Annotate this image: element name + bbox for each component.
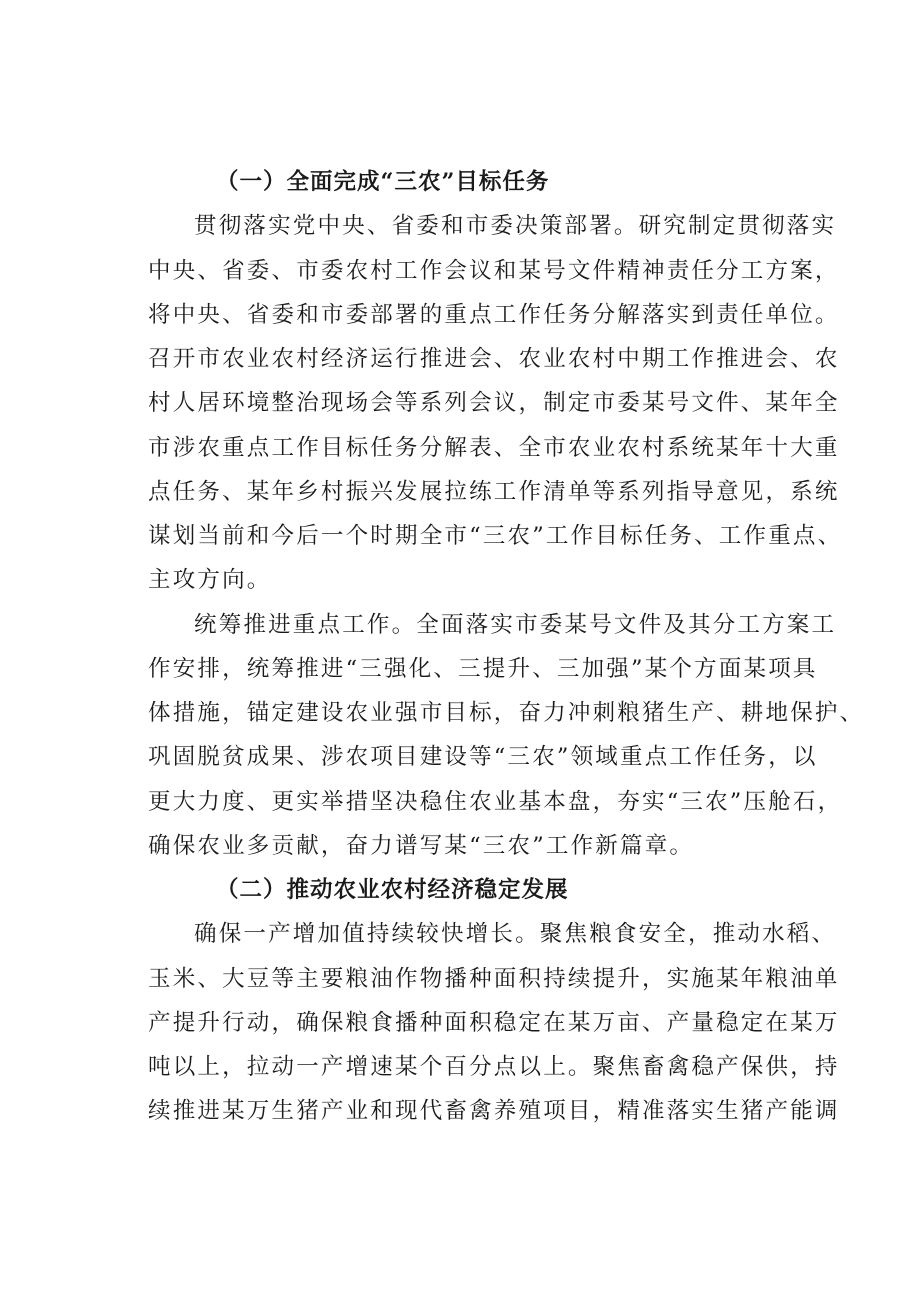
paragraph-line: 确保一产增加值持续较快增长。聚焦粮食安全，推动水稻、 bbox=[194, 921, 837, 947]
paragraph-line: 作安排，统筹推进“三强化、三提升、三加强”某个方面某项具 bbox=[148, 656, 818, 682]
paragraph-line: 村人居环境整治现场会等系列会议，制定市委某号文件、某年全 bbox=[148, 390, 840, 416]
paragraph-line: 巩固脱贫成果、涉农项目建设等“三农”领域重点工作任务，以 bbox=[148, 744, 818, 770]
paragraph-line: 统筹推进重点工作。全面落实市委某号文件及其分工方案工 bbox=[194, 612, 837, 638]
paragraph-line: 主攻方向。 bbox=[148, 567, 272, 593]
paragraph-line: 体措施，锚定建设农业强市目标，奋力冲刺粮猪生产、耕地保护、 bbox=[148, 700, 865, 726]
section-heading-2: （二）推动农业农村经济稳定发展 bbox=[216, 877, 569, 903]
paragraph-line: 确保农业多贡献，奋力谱写某“三农”工作新篇章。 bbox=[148, 833, 695, 859]
paragraph-line: 市涉农重点工作目标任务分解表、全市农业农村系统某年十大重 bbox=[148, 435, 840, 461]
paragraph-line: 吨以上，拉动一产增速某个百分点以上。聚焦畜禽稳产保供，持 bbox=[148, 1054, 840, 1080]
paragraph-line: 产提升行动，确保粮食播种面积稳定在某万亩、产量稳定在某万 bbox=[148, 1010, 840, 1036]
paragraph-line: 谋划当前和今后一个时期全市“三农”工作目标任务、工作重点、 bbox=[148, 523, 843, 549]
paragraph-line: 召开市农业农村经济运行推进会、农业农村中期工作推进会、农 bbox=[148, 346, 840, 372]
paragraph-line: 中央、省委、市委农村工作会议和某号文件精神责任分工方案， bbox=[148, 258, 840, 284]
section-heading-1: （一）全面完成“三农”目标任务 bbox=[216, 169, 550, 195]
paragraph-line: 贯彻落实党中央、省委和市委决策部署。研究制定贯彻落实 bbox=[194, 213, 837, 239]
paragraph-line: 续推进某万生猪产业和现代畜禽养殖项目，精准落实生猪产能调 bbox=[148, 1098, 840, 1124]
paragraph-line: 更大力度、更实举措坚决稳住农业基本盘，夯实“三农”压舱石， bbox=[148, 789, 843, 815]
paragraph-line: 将中央、省委和市委部署的重点工作任务分解落实到责任单位。 bbox=[148, 302, 840, 328]
paragraph-line: 玉米、大豆等主要粮油作物播种面积持续提升，实施某年粮油单 bbox=[148, 966, 840, 992]
paragraph-line: 点任务、某年乡村振兴发展拉练工作清单等系列指导意见，系统 bbox=[148, 479, 840, 505]
